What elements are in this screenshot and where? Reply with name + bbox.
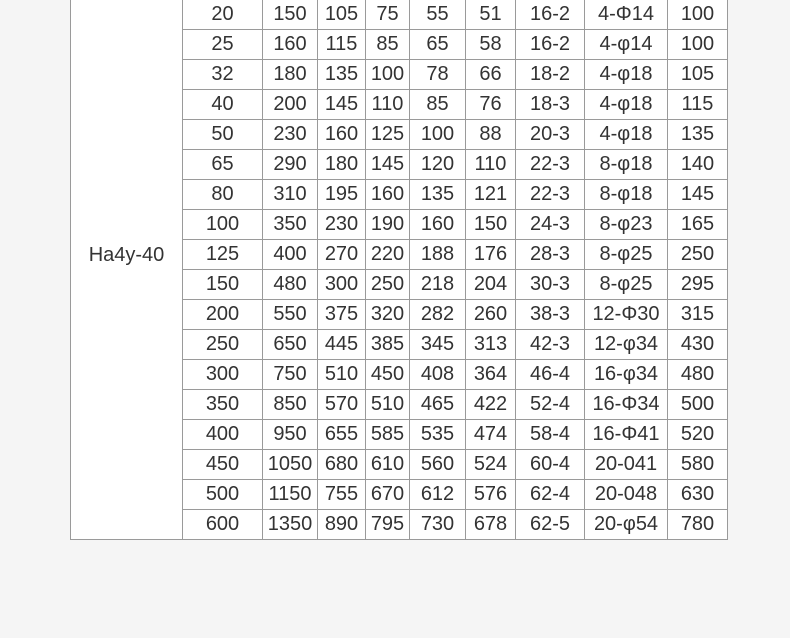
table-cell: 385 [366, 330, 410, 360]
table-cell: 24-3 [516, 210, 585, 240]
table-cell: 295 [668, 270, 728, 300]
table-cell: 150 [183, 270, 263, 300]
table-cell: 8-φ25 [585, 270, 668, 300]
table-cell: 282 [410, 300, 466, 330]
table-cell: 465 [410, 390, 466, 420]
table-cell: 480 [263, 270, 318, 300]
table-cell: 375 [318, 300, 366, 330]
table-cell: 313 [466, 330, 516, 360]
table-cell: 300 [318, 270, 366, 300]
table-cell: 422 [466, 390, 516, 420]
table-cell: 140 [668, 150, 728, 180]
bottom-strip [0, 638, 790, 643]
table-cell: 200 [263, 90, 318, 120]
table-cell: 55 [410, 0, 466, 30]
spec-table-body [71, 0, 728, 540]
table-cell: 58-4 [516, 420, 585, 450]
table-cell: 51 [466, 0, 516, 30]
table-cell: 600 [183, 510, 263, 540]
table-cell: 4-Φ14 [585, 0, 668, 30]
table-cell: 678 [466, 510, 516, 540]
table-cell: 580 [668, 450, 728, 480]
table-cell: 190 [366, 210, 410, 240]
series-label: Ha4y-40 [88, 244, 165, 266]
table-cell: 750 [263, 360, 318, 390]
table-cell: 612 [410, 480, 466, 510]
table-cell: 310 [263, 180, 318, 210]
table-cell: 610 [366, 450, 410, 480]
table-cell: 315 [668, 300, 728, 330]
table-cell: 408 [410, 360, 466, 390]
table-cell: 535 [410, 420, 466, 450]
table-cell: 160 [318, 120, 366, 150]
table-cell: 4-φ18 [585, 90, 668, 120]
table-cell: 755 [318, 480, 366, 510]
table-cell: 890 [318, 510, 366, 540]
table-cell: 100 [183, 210, 263, 240]
table-cell: 60-4 [516, 450, 585, 480]
table-cell: 795 [366, 510, 410, 540]
table-cell: 28-3 [516, 240, 585, 270]
table-cell: 230 [263, 120, 318, 150]
table-cell: 32 [183, 60, 263, 90]
table-cell: 500 [183, 480, 263, 510]
table-cell: 75 [366, 0, 410, 30]
table-cell: 145 [318, 90, 366, 120]
table-row [71, 0, 728, 30]
table-cell: 250 [668, 240, 728, 270]
table-cell: 260 [466, 300, 516, 330]
table-cell: 350 [263, 210, 318, 240]
table-cell: 66 [466, 60, 516, 90]
table-cell: 176 [466, 240, 516, 270]
table-cell: 4-φ18 [585, 120, 668, 150]
table-cell: 22-3 [516, 180, 585, 210]
table-cell: 135 [318, 60, 366, 90]
table-cell: 950 [263, 420, 318, 450]
table-cell: 650 [263, 330, 318, 360]
table-cell: 250 [366, 270, 410, 300]
series-label-cell [71, 0, 183, 540]
table-cell: 474 [466, 420, 516, 450]
table-cell: 62-5 [516, 510, 585, 540]
table-cell: 200 [183, 300, 263, 330]
table-cell: 16-2 [516, 0, 585, 30]
table-cell: 100 [668, 0, 728, 30]
table-cell: 20-041 [585, 450, 668, 480]
table-cell: 16-2 [516, 30, 585, 60]
table-cell: 105 [668, 60, 728, 90]
table-cell: 125 [183, 240, 263, 270]
table-cell: 630 [668, 480, 728, 510]
table-cell: 195 [318, 180, 366, 210]
table-cell: 8-φ25 [585, 240, 668, 270]
table-cell: 204 [466, 270, 516, 300]
table-cell: 80 [183, 180, 263, 210]
table-cell: 160 [263, 30, 318, 60]
table-cell: 510 [366, 390, 410, 420]
table-cell: 8-φ18 [585, 180, 668, 210]
table-cell: 46-4 [516, 360, 585, 390]
table-cell: 145 [366, 150, 410, 180]
table-cell: 570 [318, 390, 366, 420]
table-cell: 300 [183, 360, 263, 390]
table-cell: 188 [410, 240, 466, 270]
table-cell: 550 [263, 300, 318, 330]
table-cell: 1150 [263, 480, 318, 510]
table-cell: 76 [466, 90, 516, 120]
table-cell: 22-3 [516, 150, 585, 180]
table-cell: 12-Φ30 [585, 300, 668, 330]
table-cell: 160 [366, 180, 410, 210]
table-cell: 218 [410, 270, 466, 300]
table-cell: 220 [366, 240, 410, 270]
table-cell: 30-3 [516, 270, 585, 300]
table-cell: 430 [668, 330, 728, 360]
table-cell: 445 [318, 330, 366, 360]
table-cell: 180 [263, 60, 318, 90]
table-cell: 135 [410, 180, 466, 210]
table-cell: 480 [668, 360, 728, 390]
table-cell: 120 [410, 150, 466, 180]
table-cell: 500 [668, 390, 728, 420]
table-cell: 165 [668, 210, 728, 240]
table-cell: 20-φ54 [585, 510, 668, 540]
table-cell: 50 [183, 120, 263, 150]
table-cell: 65 [183, 150, 263, 180]
table-cell: 52-4 [516, 390, 585, 420]
table-cell: 62-4 [516, 480, 585, 510]
table-cell: 8-φ23 [585, 210, 668, 240]
table-cell: 135 [668, 120, 728, 150]
table-cell: 88 [466, 120, 516, 150]
table-cell: 655 [318, 420, 366, 450]
table-cell: 85 [366, 30, 410, 60]
table-cell: 364 [466, 360, 516, 390]
table-cell: 42-3 [516, 330, 585, 360]
table-cell: 115 [318, 30, 366, 60]
table-cell: 850 [263, 390, 318, 420]
table-cell: 40 [183, 90, 263, 120]
table-cell: 110 [466, 150, 516, 180]
table-cell: 25 [183, 30, 263, 60]
table-cell: 125 [366, 120, 410, 150]
table-cell: 160 [410, 210, 466, 240]
table-cell: 780 [668, 510, 728, 540]
table-cell: 58 [466, 30, 516, 60]
table-cell: 520 [668, 420, 728, 450]
table-cell: 290 [263, 150, 318, 180]
table-cell: 450 [183, 450, 263, 480]
table-cell: 78 [410, 60, 466, 90]
table-cell: 670 [366, 480, 410, 510]
table-cell: 105 [318, 0, 366, 30]
table-cell: 16-φ34 [585, 360, 668, 390]
table-cell: 110 [366, 90, 410, 120]
table-cell: 524 [466, 450, 516, 480]
table-cell: 4-φ14 [585, 30, 668, 60]
table-cell: 560 [410, 450, 466, 480]
table-cell: 1050 [263, 450, 318, 480]
table-cell: 100 [366, 60, 410, 90]
table-cell: 680 [318, 450, 366, 480]
table-cell: 8-φ18 [585, 150, 668, 180]
table-cell: 145 [668, 180, 728, 210]
table-cell: 320 [366, 300, 410, 330]
table-cell: 450 [366, 360, 410, 390]
spec-table [70, 0, 728, 540]
table-cell: 150 [466, 210, 516, 240]
table-cell: 65 [410, 30, 466, 60]
table-cell: 100 [410, 120, 466, 150]
table-cell: 20 [183, 0, 263, 30]
table-cell: 16-Φ34 [585, 390, 668, 420]
table-cell: 345 [410, 330, 466, 360]
table-cell: 250 [183, 330, 263, 360]
table-cell: 350 [183, 390, 263, 420]
table-cell: 585 [366, 420, 410, 450]
table-cell: 180 [318, 150, 366, 180]
table-cell: 12-φ34 [585, 330, 668, 360]
table-cell: 730 [410, 510, 466, 540]
table-cell: 100 [668, 30, 728, 60]
table-cell: 150 [263, 0, 318, 30]
table-cell: 400 [183, 420, 263, 450]
table-cell: 400 [263, 240, 318, 270]
table-cell: 38-3 [516, 300, 585, 330]
table-cell: 510 [318, 360, 366, 390]
table-cell: 270 [318, 240, 366, 270]
table-cell: 20-048 [585, 480, 668, 510]
table-cell: 16-Φ41 [585, 420, 668, 450]
table-cell: 20-3 [516, 120, 585, 150]
table-cell: 121 [466, 180, 516, 210]
table-cell: 1350 [263, 510, 318, 540]
table-cell: 230 [318, 210, 366, 240]
table-cell: 4-φ18 [585, 60, 668, 90]
table-cell: 85 [410, 90, 466, 120]
table-cell: 115 [668, 90, 728, 120]
table-cell: 18-3 [516, 90, 585, 120]
table-cell: 576 [466, 480, 516, 510]
table-cell: 18-2 [516, 60, 585, 90]
